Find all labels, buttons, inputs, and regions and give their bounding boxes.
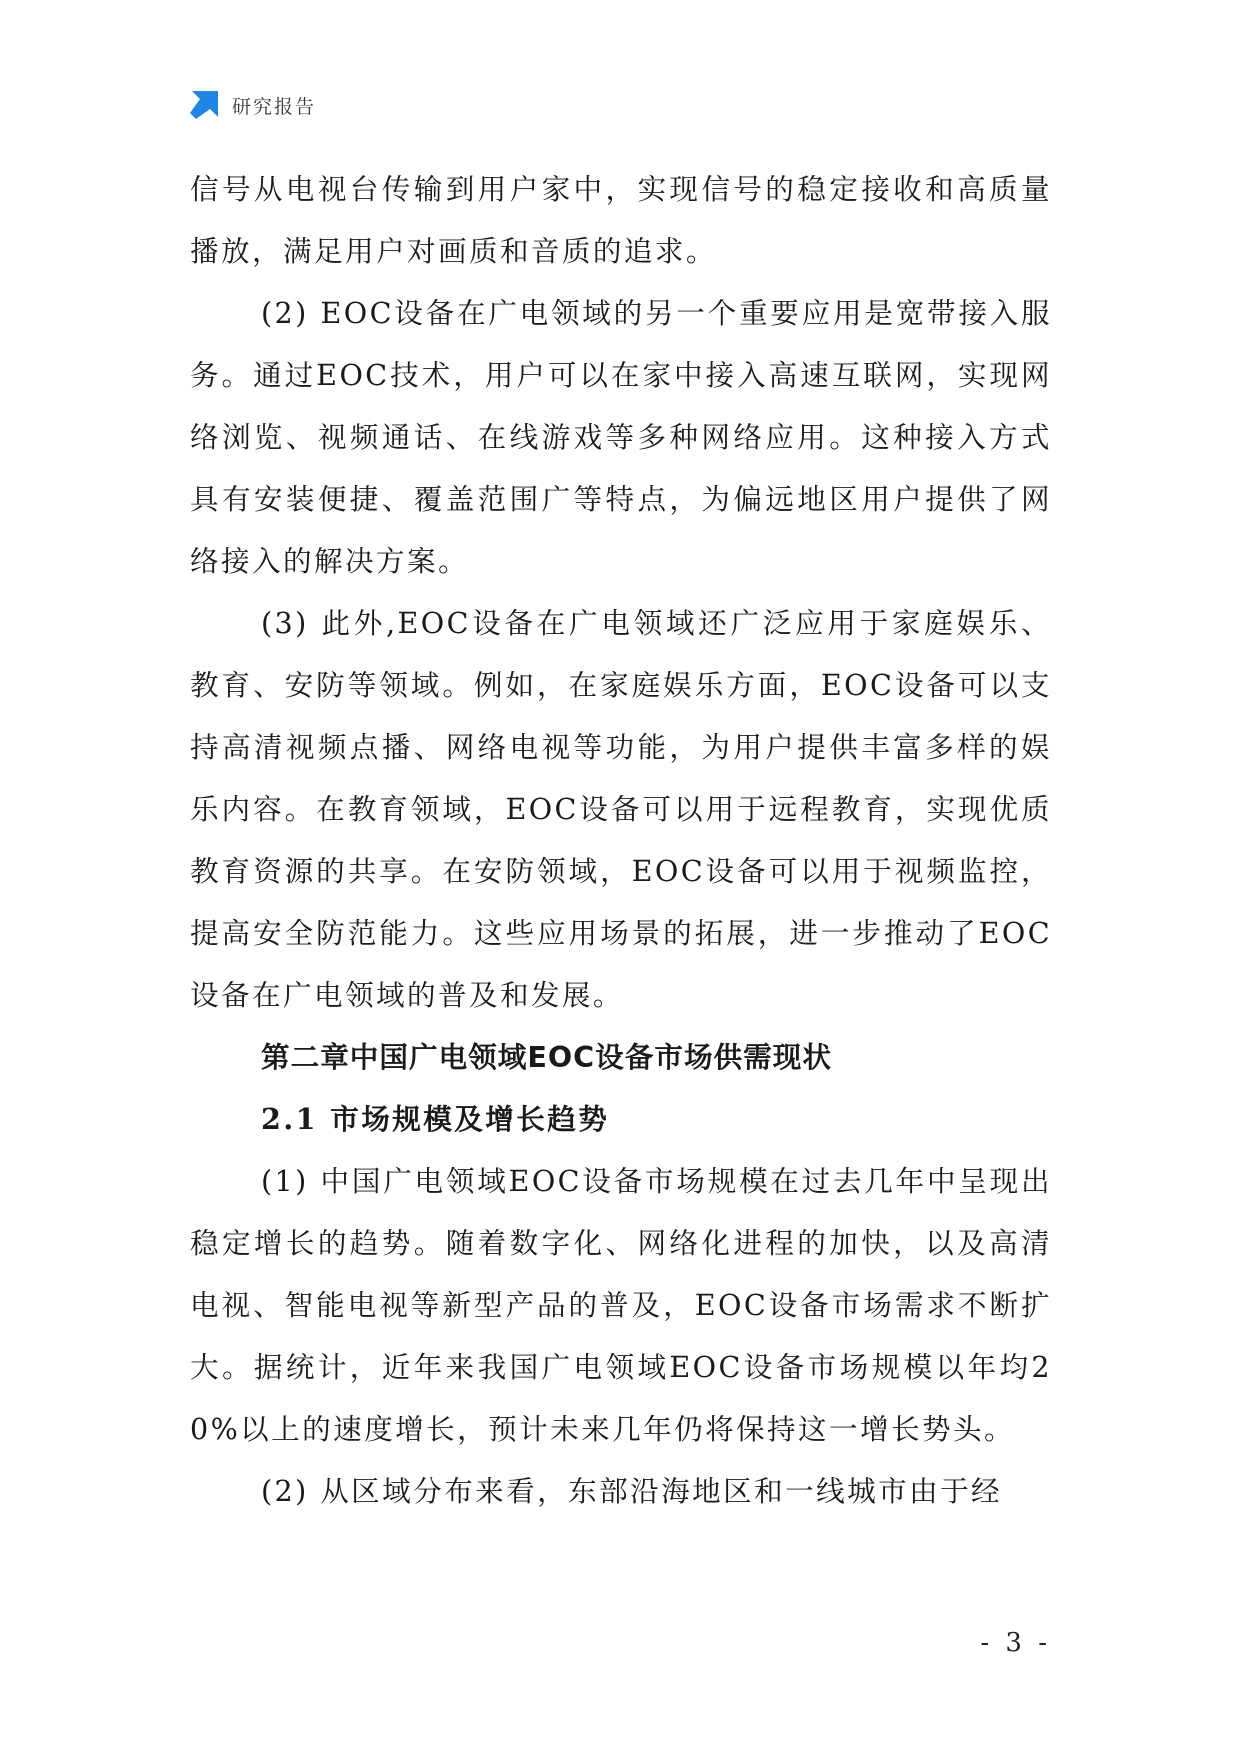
page-header — [188, 88, 316, 122]
paragraph-applications: (3) 此外,EOC设备在广电领域还广泛应用于家庭娱乐、教育、安防等领域。例如，在家庭娱乐方面，EOC设备可以支持高清视频点播、网络电视等功能，为用户提供丰富多样的娱乐内容。在教育领域，EOC设备可以用于远程教育，实现优质教育资源的共享。在安防领域，EOC设备可以用于视频监控，提高安全防范能力。这些应用场景的拓展，进一步推动了EOC设备在广电领域的普及和发展。 — [190, 606, 1052, 1012]
page-number: - 3 - — [980, 1628, 1051, 1658]
paragraph-continued: 信号从电视台传输到用户家中，实现信号的稳定接收和高质量播放，满足用户对画质和音质的追求。 — [190, 172, 1052, 268]
paragraph-market-size: (1) 中国广电领域EOC设备市场规模在过去几年中呈现出稳定增长的趋势。随着数字化、网络化进程的加快，以及高清电视、智能电视等新型产品的普及，EOC设备市场需求不断扩大。据统计，近年来我国广电领域EOC设备市场规模以年均20%以上的速度增长，预计未来几年仍将保持这一增长势头。 — [190, 1164, 1052, 1446]
arrow-up-right-icon — [188, 89, 220, 121]
document-body — [190, 158, 1052, 1522]
chapter-heading: 第二章中国广电领域EOC设备市场供需现状 — [261, 1040, 832, 1074]
paragraph-regional: (2) 从区域分布来看，东部沿海地区和一线城市由于经 — [261, 1474, 1003, 1508]
section-heading: 2.1 市场规模及增长趋势 — [261, 1102, 610, 1136]
report-label: 研究报告 — [232, 95, 317, 118]
paragraph-broadband: (2) EOC设备在广电领域的另一个重要应用是宽带接入服务。通过EOC技术，用户可以在家中接入高速互联网，实现网络浏览、视频通话、在线游戏等多种网络应用。这种接入方式具有安装便捷、覆盖范围广等特点，为偏远地区用户提供了网络接入的解决方案。 — [190, 296, 1052, 578]
